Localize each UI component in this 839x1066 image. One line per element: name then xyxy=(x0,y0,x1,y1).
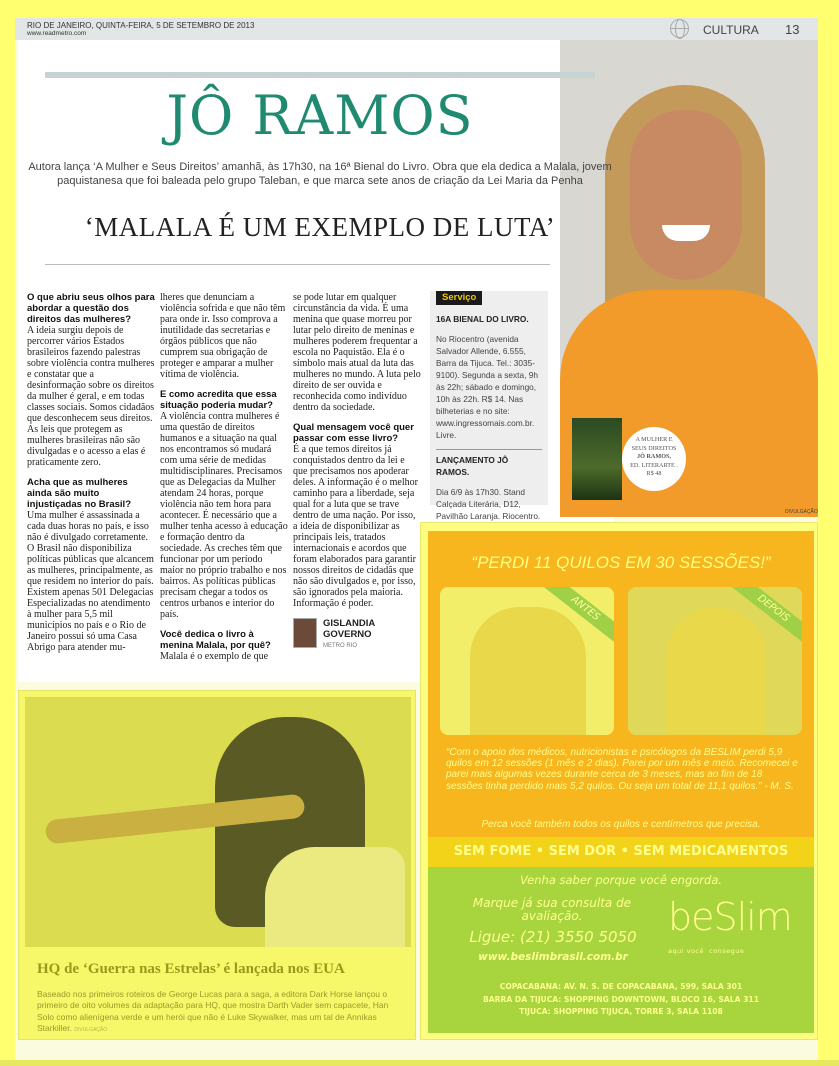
answer: Uma mulher é assassinada a cada duas horas no país, e isso não é divulgado corretamente. O Brasil não disponibiliza políticas públicas que alcancem as mulheres, principalmente, as que residem no interior do país. Existem apenas 501 Delegacias Especializadas no atendimento à mulher para 5,5 mil municípios no país e o Rio de Janeiro possui só uma Casa Abrigo para atender mu- xyxy=(27,510,154,653)
article-column-1 xyxy=(27,292,155,662)
ad-headline: “PERDI 11 QUILOS EM 30 SESSÕES!” xyxy=(471,553,771,572)
hq-credit: DIVULGAÇÃO xyxy=(74,1027,108,1034)
page-bottom-border xyxy=(0,1060,839,1066)
globe-icon xyxy=(670,19,689,38)
site-url[interactable]: www.readmetro.com xyxy=(27,30,87,37)
answer: Malala é o exemplo de que xyxy=(160,651,269,662)
page-number: 13 xyxy=(785,22,800,37)
after-label: DEPOIS xyxy=(725,587,802,649)
ad-phone[interactable]: Ligue: (21) 3550 5050 xyxy=(469,928,637,946)
book-title-line: A MULHER E xyxy=(635,436,673,443)
article-quote-headline: ‘MALALA É UM EXEMPLO DE LUTA’ xyxy=(84,212,556,242)
article-title: JÔ RAMOS xyxy=(166,84,474,147)
ad-benefits-band: SEM FOME • SEM DOR • SEM MEDICAMENTOS xyxy=(428,837,814,867)
service-heading: 16A BIENAL DO LIVRO. xyxy=(436,314,529,324)
issue-date: RIO DE JANEIRO, QUINTA-FEIRA, 5 DE SETEMBRO DE 2013 xyxy=(27,21,255,30)
service-text: No Riocentro (avenida Salvador Allende, 6.555, Barra da Tijuca. Tel.: 3035-9100). Segunda a sexta, 9h às 22h; sábado e domingo, 10h às 22h. R$ 14. Nas bilheterias e no site: www.ingressomais.com.br. Livre. xyxy=(436,334,538,440)
ad-tagline: Perca você também todos os quilos e centímetros que precisa. xyxy=(481,819,761,830)
address-line: BARRA DA TIJUCA: SHOPPING DOWNTOWN, BLOCO 16, SALA 311 xyxy=(483,994,759,1004)
question: Acha que as mulheres ainda são muito injustiçadas no Brasil? xyxy=(27,477,131,510)
book-title-line: SEUS DIREITOS xyxy=(631,444,677,452)
book-cover xyxy=(572,418,622,500)
author-avatar xyxy=(293,618,317,648)
section-name: CULTURA xyxy=(703,23,759,37)
article-standfirst: Autora lança ‘A Mulher e Seus Direitos’ amanhã, às 17h30, na 16ª Bienal do Livro. Obra que ela dedica a Malala, jovem paquistanesa que foi baleada pelo grupo Taleban, e que marca sete anos de criação da Lei Maria da Penha xyxy=(28,161,612,187)
byline-outlet: METRO RIO xyxy=(323,643,357,649)
divider xyxy=(45,264,550,265)
answer: A ideia surgiu depois de percorrer vários Estados brasileiros fazendo palestras sobre violência contra mulheres e constatar que a desinformação sobre os direitos da mulher é geral, e em todas classes sociais. Somos cidadãos que desconhecem seus direitos. As leis que protegem as mulheres brasileiras não são divulgadas e o acesso a elas é praticamente zero. xyxy=(27,325,155,468)
service-heading: LANÇAMENTO JÔ RAMOS. xyxy=(436,455,509,477)
ad-website[interactable]: www.beslimbrasil.com.br xyxy=(478,951,628,963)
before-photo xyxy=(440,587,614,735)
book-price: R$ 48 xyxy=(646,470,662,477)
question: O que abriu seus olhos para abordar a questão dos direitos das mulheres? xyxy=(27,292,155,325)
byline-first-name: GISLANDIA xyxy=(323,618,376,629)
hq-description xyxy=(37,989,407,1037)
book-info-bubble xyxy=(622,427,686,491)
question: E como acredita que essa situação poderia mudar? xyxy=(160,389,277,411)
answer: lheres que denunciam a violência sofrida e que não têm para onde ir. Isso comprova a inutilidade das secretarias e órgãos públicos que não cumprem sua obrigação de proteger e amparar a mulher vítima de violência. xyxy=(160,292,286,380)
beslim-logo: beSlim xyxy=(668,895,792,939)
service-text: Dia 6/9 às 17h30. Stand Calçada Literária, D12, Pavilhão Laranja. Riocentro. xyxy=(436,487,541,521)
before-label: ANTES xyxy=(537,587,614,649)
beslim-advertisement[interactable] xyxy=(420,522,818,1040)
hq-news-box xyxy=(18,690,416,1040)
question: Você dedica o livro à menina Malala, por quê? xyxy=(160,629,271,651)
divider xyxy=(436,449,542,450)
ad-addresses xyxy=(428,981,814,1019)
answer: É a que temos direitos já conquistados dentro da lei e que precisamos nos apoderar deles. A informação é o melhor caminho para a liberdade, seja qual for a luta que se trave dentro de uma nação. Por isso, a ideia de disponibilizar as principais leis, tratados internacionais e acordos que foram elaborados para garantir nossos direitos de cidadãs que não são divulgados e, por isso, são ignorados pela maioria. Informação é poder. xyxy=(293,444,418,609)
address-line: COPACABANA: AV. N. S. DE COPACABANA, 599, SALA 301 xyxy=(499,982,743,991)
book-publisher: ED. LITERARTE . xyxy=(630,461,678,469)
ad-testimonial: “Com o apoio dos médicos, nutricionistas e psicólogos da BESLIM perdi 5,9 quilos em 12 sessões (1 mês e 2 dias). Parei por um mês e meio. Recomecei e parei mais algumas vezes durante cerca de 3 meses, mas ao fim de 18 sessões tinha perdido mais 5,2 quilos. Ou seja um total de 11,1 quilos.” - M. S. xyxy=(446,747,798,792)
byline-last-name: GOVERNO xyxy=(323,629,372,640)
article-column-2 xyxy=(160,292,288,671)
beslim-slogan: aqui você consegue xyxy=(668,947,745,955)
comic-illustration xyxy=(25,697,411,947)
service-tag: Serviço xyxy=(436,291,482,305)
page-header xyxy=(15,18,818,40)
after-photo xyxy=(628,587,802,735)
hq-headline: HQ de ‘Guerra nas Estrelas’ é lançada nos EUA xyxy=(37,961,345,977)
address-line: TIJUCA: SHOPPING TIJUCA, TORRE 3, SALA 1108 xyxy=(519,1007,723,1016)
byline xyxy=(293,618,421,650)
hq-text: Baseado nos primeiros roteiros de George Lucas para a saga, a editora Dark Horse lançou o primeiro de oito volumes da adaptação para HQ, que mostra Darth Vader sem capacete, Han Solo como alienígena verde e um herói que não é Luke Skywalker, mas um tal de Annikas Starkiller. xyxy=(37,989,389,1034)
title-rule xyxy=(45,72,595,78)
answer: se pode lutar em qualquer circunstância da vida. É uma menina que quase morreu por lutar pelo direito de meninas e mulheres poderem frequentar a escola no Paquistão. Ela é o símbolo mais atual da luta das mulheres no mundo. A luta pelo direito de ser ouvida e reconhecida como indivíduo dentro da sociedade. xyxy=(293,292,421,413)
book-author: JÔ RAMOS, xyxy=(636,453,672,460)
photo-credit: DIVULGAÇÃO xyxy=(785,509,818,515)
article-column-3 xyxy=(293,292,421,650)
ad-consult: Marque já sua consulta de avaliação. xyxy=(472,896,632,923)
ad-invite: Venha saber porque você engorda. xyxy=(519,873,723,887)
service-box xyxy=(430,291,548,521)
answer: A violência contra mulheres é uma questão de direitos humanos e a situação na qual nos encontramos só mudará com uma série de medidas multidisciplinares. Precisamos que as Delegacias da Mulher atendam 24 horas, porque violência não tem hora para acontecer. É necessário que a mulher tenha acesso à educação e formação dentro da sociedade. As creches têm que funcionar por um período maior no próprio trabalho e nos bairros. As políticas públicas precisam chegar a todos os centros urbanos e interior do país. xyxy=(160,411,288,620)
question: Qual mensagem você quer passar com esse livro? xyxy=(293,422,414,444)
